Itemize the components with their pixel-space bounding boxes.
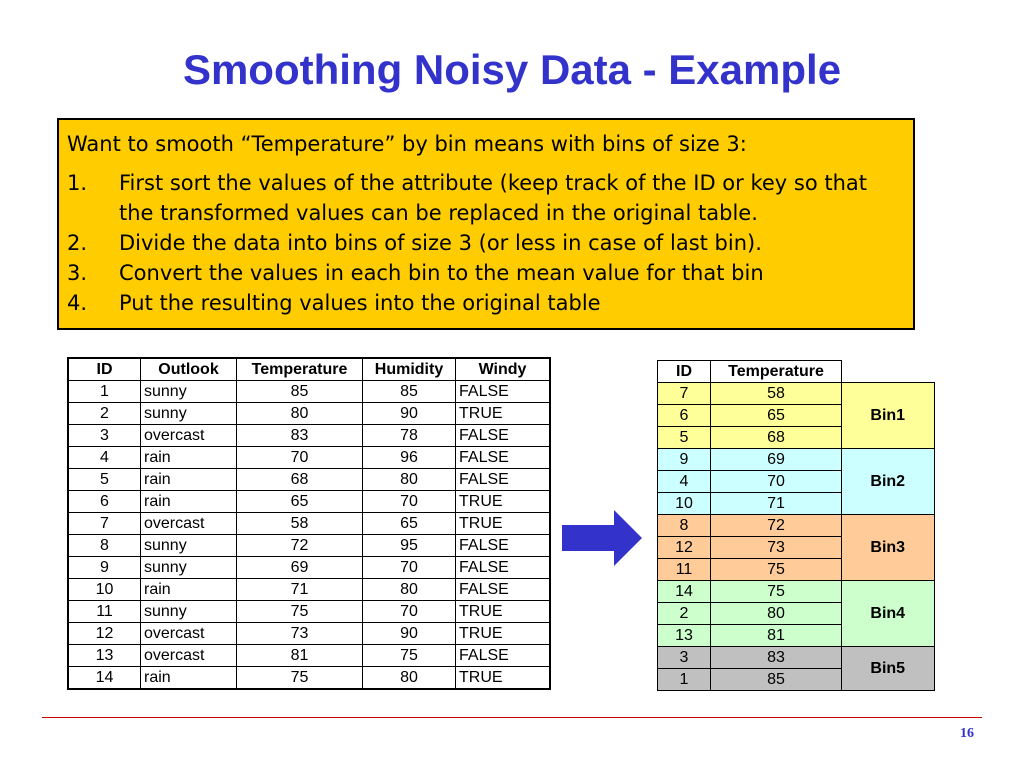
cell-id: 5: [68, 469, 141, 491]
steps-list: [67, 168, 905, 318]
cell-temperature: 80: [711, 603, 842, 625]
cell-temperature: 65: [711, 405, 842, 427]
table-row: [68, 557, 550, 579]
cell-id: 10: [658, 493, 711, 515]
cell-id: 14: [658, 581, 711, 603]
cell-outlook: rain: [141, 491, 237, 513]
cell-id: 12: [68, 623, 141, 645]
cell-windy: FALSE: [456, 557, 551, 579]
cell-temperature: 71: [711, 493, 842, 515]
table-row: [68, 469, 550, 491]
cell-temperature: 80: [237, 403, 363, 425]
cell-id: 7: [658, 383, 711, 405]
cell-humidity: 95: [363, 535, 456, 557]
cell-id: 4: [68, 447, 141, 469]
cell-id: 12: [658, 537, 711, 559]
cell-temperature: 58: [237, 513, 363, 535]
cell-windy: TRUE: [456, 601, 551, 623]
cell-windy: TRUE: [456, 491, 551, 513]
step-text: Put the resulting values into the original table: [119, 291, 601, 315]
cell-outlook: sunny: [141, 601, 237, 623]
cell-outlook: sunny: [141, 557, 237, 579]
step-item: [67, 168, 905, 228]
cell-id: 2: [658, 603, 711, 625]
cell-outlook: sunny: [141, 535, 237, 557]
step-item: [67, 258, 905, 288]
table-row: [68, 491, 550, 513]
cell-id: 8: [68, 535, 141, 557]
step-text: Divide the data into bins of size 3 (or less in case of last bin).: [119, 231, 762, 255]
page-number: 16: [960, 726, 974, 741]
cell-id: 9: [68, 557, 141, 579]
column-header-windy: Windy: [456, 358, 551, 381]
cell-temperature: 75: [711, 581, 842, 603]
cell-id: 13: [658, 625, 711, 647]
cell-outlook: overcast: [141, 623, 237, 645]
step-item: [67, 288, 905, 318]
cell-humidity: 90: [363, 403, 456, 425]
table-row: [68, 403, 550, 425]
original-table-body: [68, 381, 550, 690]
table-header-row: [68, 358, 550, 381]
table-header-row: [658, 361, 935, 383]
table-row: [68, 667, 550, 690]
cell-id: 14: [68, 667, 141, 690]
cell-id: 13: [68, 645, 141, 667]
cell-id: 8: [658, 515, 711, 537]
bin-label: Bin3: [842, 515, 935, 581]
cell-temperature: 72: [711, 515, 842, 537]
footer-rule: [42, 717, 982, 718]
cell-id: 6: [658, 405, 711, 427]
cell-outlook: overcast: [141, 645, 237, 667]
table-row: [68, 425, 550, 447]
table-row: [68, 579, 550, 601]
cell-windy: TRUE: [456, 623, 551, 645]
column-header-temperature: Temperature: [237, 358, 363, 381]
table-row: [68, 645, 550, 667]
cell-outlook: overcast: [141, 513, 237, 535]
cell-humidity: 75: [363, 645, 456, 667]
step-number: 3.: [67, 261, 88, 285]
cell-humidity: 90: [363, 623, 456, 645]
cell-temperature: 70: [711, 471, 842, 493]
table-row: [68, 535, 550, 557]
cell-temperature: 75: [711, 559, 842, 581]
bin-label: Bin5: [842, 647, 935, 691]
cell-windy: FALSE: [456, 425, 551, 447]
cell-id: 2: [68, 403, 141, 425]
step-item: [67, 228, 905, 258]
bin-row: [658, 515, 935, 537]
cell-windy: FALSE: [456, 535, 551, 557]
bin-label: Bin2: [842, 449, 935, 515]
cell-id: 3: [68, 425, 141, 447]
cell-humidity: 85: [363, 381, 456, 403]
cell-windy: TRUE: [456, 403, 551, 425]
cell-humidity: 65: [363, 513, 456, 535]
step-text: First sort the values of the attribute (keep track of the ID or key so that the transformed values can be replaced in the original table.: [119, 171, 868, 225]
cell-temperature: 72: [237, 535, 363, 557]
step-number: 2.: [67, 231, 88, 255]
bin-row: [658, 449, 935, 471]
bin-column-spacer: [842, 361, 935, 383]
column-header-outlook: Outlook: [141, 358, 237, 381]
cell-temperature: 68: [237, 469, 363, 491]
cell-windy: TRUE: [456, 667, 551, 690]
cell-temperature: 69: [711, 449, 842, 471]
cell-humidity: 80: [363, 469, 456, 491]
cell-outlook: sunny: [141, 381, 237, 403]
bin-label: Bin1: [842, 383, 935, 449]
cell-humidity: 70: [363, 601, 456, 623]
cell-humidity: 80: [363, 579, 456, 601]
cell-temperature: 75: [237, 601, 363, 623]
cell-windy: FALSE: [456, 447, 551, 469]
cell-id: 1: [68, 381, 141, 403]
table-row: [68, 381, 550, 403]
sorted-bins-table: [657, 360, 935, 691]
sorted-table-body: [658, 383, 935, 691]
bin-label: Bin4: [842, 581, 935, 647]
cell-temperature: 71: [237, 579, 363, 601]
cell-temperature: 83: [711, 647, 842, 669]
cell-temperature: 65: [237, 491, 363, 513]
cell-outlook: rain: [141, 447, 237, 469]
original-weather-table: [67, 357, 551, 690]
cell-windy: FALSE: [456, 381, 551, 403]
cell-temperature: 70: [237, 447, 363, 469]
right-arrow-icon: [562, 510, 644, 566]
cell-temperature: 81: [237, 645, 363, 667]
table-row: [68, 601, 550, 623]
instructions-box: [57, 118, 915, 330]
cell-temperature: 69: [237, 557, 363, 579]
cell-temperature: 85: [711, 669, 842, 691]
table-row: [68, 623, 550, 645]
cell-id: 1: [658, 669, 711, 691]
bin-row: [658, 647, 935, 669]
cell-id: 7: [68, 513, 141, 535]
cell-id: 6: [68, 491, 141, 513]
cell-id: 11: [658, 559, 711, 581]
cell-outlook: rain: [141, 667, 237, 690]
cell-id: 4: [658, 471, 711, 493]
column-header-humidity: Humidity: [363, 358, 456, 381]
column-header-id: ID: [68, 358, 141, 381]
cell-id: 10: [68, 579, 141, 601]
cell-humidity: 70: [363, 557, 456, 579]
cell-outlook: rain: [141, 579, 237, 601]
cell-windy: TRUE: [456, 513, 551, 535]
step-number: 1.: [67, 171, 88, 195]
cell-humidity: 70: [363, 491, 456, 513]
cell-temperature: 83: [237, 425, 363, 447]
table-row: [68, 447, 550, 469]
cell-temperature: 58: [711, 383, 842, 405]
cell-windy: FALSE: [456, 645, 551, 667]
step-text: Convert the values in each bin to the mean value for that bin: [119, 261, 764, 285]
cell-temperature: 81: [711, 625, 842, 647]
cell-temperature: 85: [237, 381, 363, 403]
bin-row: [658, 581, 935, 603]
bin-row: [658, 383, 935, 405]
cell-outlook: sunny: [141, 403, 237, 425]
cell-humidity: 80: [363, 667, 456, 690]
cell-outlook: rain: [141, 469, 237, 491]
table-row: [68, 513, 550, 535]
cell-temperature: 73: [711, 537, 842, 559]
cell-outlook: overcast: [141, 425, 237, 447]
cell-temperature: 73: [237, 623, 363, 645]
cell-id: 9: [658, 449, 711, 471]
cell-id: 5: [658, 427, 711, 449]
instructions-lead: Want to smooth “Temperature” by bin means with bins of size 3:: [67, 132, 747, 156]
step-number: 4.: [67, 291, 88, 315]
cell-temperature: 68: [711, 427, 842, 449]
slide-title: Smoothing Noisy Data - Example: [182, 46, 842, 93]
cell-id: 3: [658, 647, 711, 669]
column-header-id: ID: [658, 361, 711, 383]
cell-windy: FALSE: [456, 579, 551, 601]
cell-windy: FALSE: [456, 469, 551, 491]
column-header-temperature: Temperature: [711, 361, 842, 383]
cell-temperature: 75: [237, 667, 363, 690]
cell-humidity: 96: [363, 447, 456, 469]
cell-humidity: 78: [363, 425, 456, 447]
cell-id: 11: [68, 601, 141, 623]
